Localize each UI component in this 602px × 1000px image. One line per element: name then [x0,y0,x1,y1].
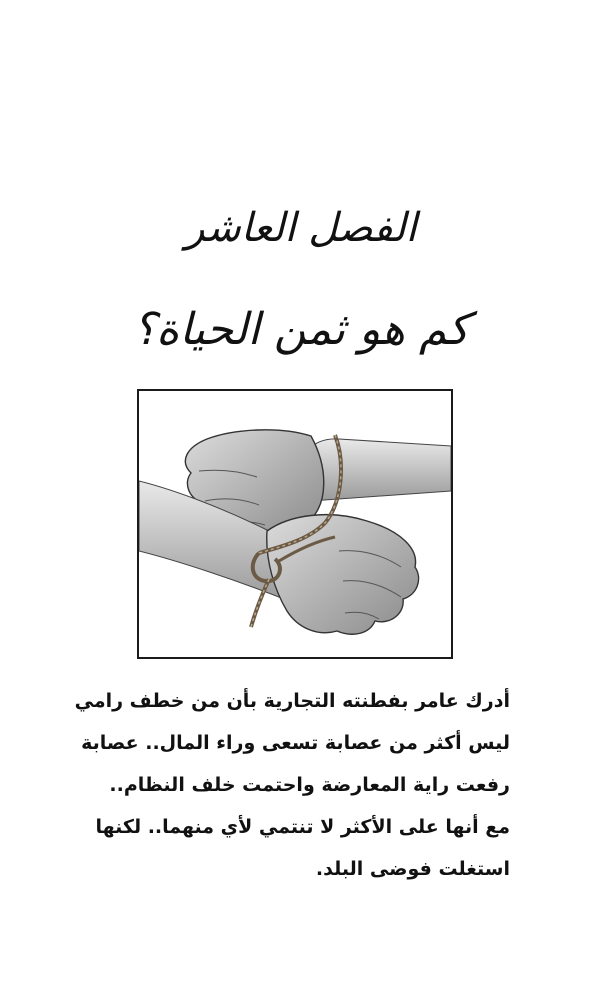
illustration-frame [137,389,453,659]
bound-hands-illustration-icon [139,391,451,657]
body-line: رفعت راية المعارضة واحتمت خلف النظام.. [109,774,510,796]
body-paragraph [74,680,510,890]
chapter-subtitle: كم هو ثمن الحياة؟ [132,304,470,355]
body-line: أدرك عامر بفطنته التجارية بأن من خطف رامي [74,690,510,712]
chapter-title: الفصل العاشر [185,205,417,251]
body-line: مع أنها على الأكثر لا تنتمي لأي منهما.. لكنها [95,816,510,838]
body-line: استغلت فوضى البلد. [315,858,510,880]
body-line: ليس أكثر من عصابة تسعى وراء المال.. عصابة [81,732,510,754]
